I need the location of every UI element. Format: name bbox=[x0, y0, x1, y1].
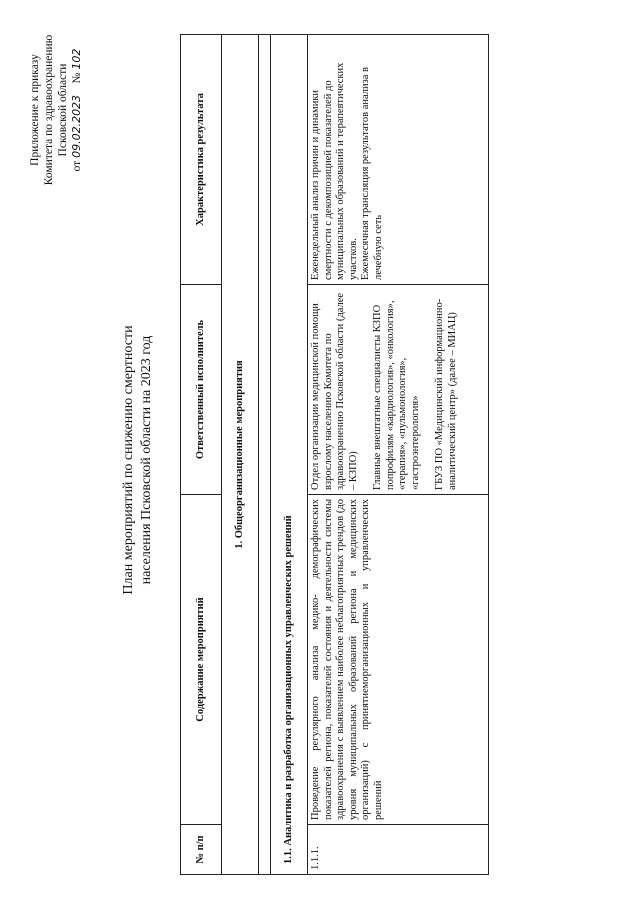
header-executor: Ответственный исполнитель bbox=[181, 285, 222, 495]
result-paragraph-1: Еженедельный анализ причин и динамики смертности с декомпозицией показателей до муниципальных образований и терапевтических участков. bbox=[310, 62, 359, 280]
executor-paragraph-1: Отдел организации медицинской помощи взрослому населению Комитета по здравоохранению Псковской области (далее – КЗПО) bbox=[310, 292, 359, 490]
appendix-line-2: Комитета по здравоохранению bbox=[43, 34, 55, 186]
header-content: Содержание мероприятий bbox=[181, 495, 222, 825]
plan-table bbox=[180, 34, 489, 875]
number-prefix: № bbox=[71, 72, 83, 84]
row-content: Проведение регулярного анализа медико- демографических показателей региона, показателей состояния и деятельности системы здравоохранения с выявлением наиболее неблагоприятных трендов (до уровня муниципальных образований региона и медицинских организаций) с принятиеморганизационных и управленческих решений bbox=[308, 495, 489, 825]
appendix-line-1: Приложение к приказу bbox=[29, 54, 41, 166]
subsection-title: 1.1. Аналитика и разработка организационных управленческих решений bbox=[271, 35, 308, 875]
header-num: № п/п bbox=[181, 825, 222, 875]
document-title bbox=[120, 240, 156, 680]
executor-paragraph-3: ГБУЗ ПО «Медицинский информационно-аналитический центр» (далее – МИАЦ) bbox=[434, 298, 458, 490]
title-line-1: План мероприятий по снижению смертности bbox=[121, 325, 136, 595]
appendix-line-4 bbox=[70, 20, 84, 200]
title-line-2: населения Псковской области на 2023 год bbox=[139, 335, 154, 585]
order-number: 102 bbox=[70, 48, 83, 70]
subsection-row bbox=[271, 35, 308, 875]
section-title: 1. Общеорганизационные мероприятия bbox=[222, 35, 259, 875]
spacer-row bbox=[259, 35, 271, 875]
row-result bbox=[308, 35, 489, 285]
appendix-header bbox=[28, 20, 84, 200]
executor-paragraph-2: Главные внештатные специалисты КЗПО попрофилям «кардиология», «онкология», «терапия», «пульмонология», «гастроэнтерология» bbox=[372, 300, 421, 490]
order-date: 09.02.2023 bbox=[70, 94, 83, 158]
spacer-cell bbox=[259, 35, 271, 875]
table-row bbox=[308, 35, 489, 875]
result-paragraph-2: Ежемесячная трансляция результатов анализа в лечебную сеть bbox=[360, 67, 384, 280]
header-row bbox=[181, 35, 222, 875]
row-number: 1.1.1. bbox=[308, 825, 489, 875]
appendix-line-3: Псковской области bbox=[57, 63, 69, 157]
header-result: Характеристика результата bbox=[181, 35, 222, 285]
section-row bbox=[222, 35, 259, 875]
row-executor bbox=[308, 285, 489, 495]
date-prefix: от bbox=[71, 160, 83, 172]
